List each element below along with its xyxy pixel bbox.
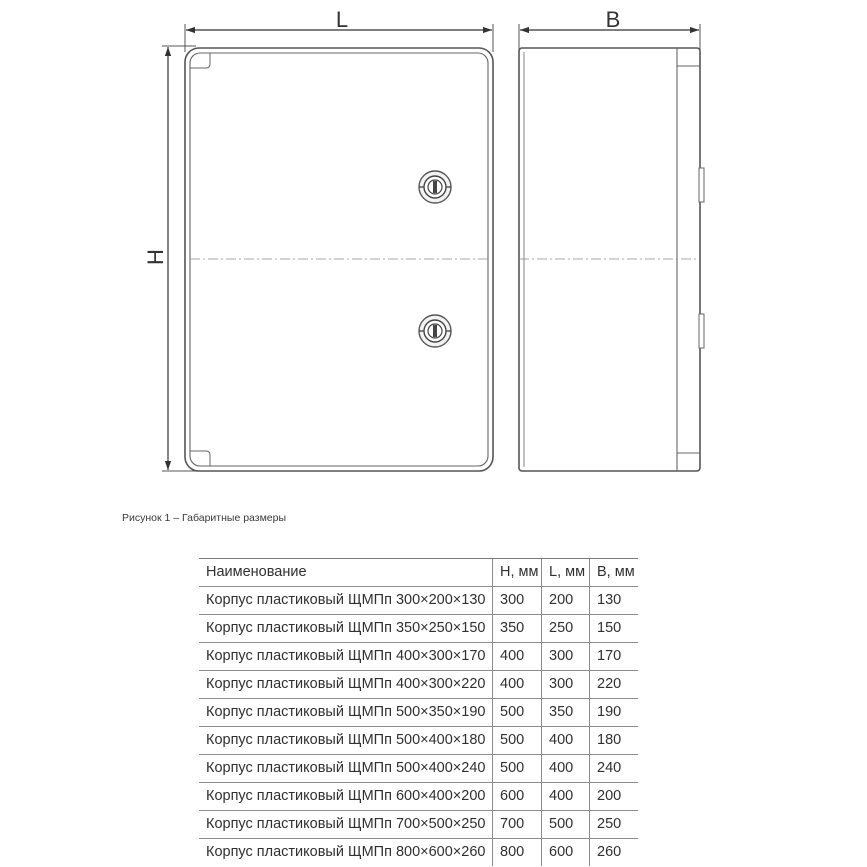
table-row	[199, 783, 638, 811]
cell-name: Корпус пластиковый ЩМПп 700×500×250	[199, 811, 493, 839]
cell-h: 300	[493, 587, 542, 615]
cell-l: 600	[542, 839, 590, 867]
hinge	[699, 314, 704, 348]
cell-h: 350	[493, 615, 542, 643]
cell-l: 400	[542, 727, 590, 755]
cell-name: Корпус пластиковый ЩМПп 400×300×170	[199, 643, 493, 671]
side-view	[519, 7, 704, 471]
cell-h: 500	[493, 727, 542, 755]
cell-h: 400	[493, 643, 542, 671]
cell-b: 180	[590, 727, 639, 755]
height-dimension-label: H	[143, 249, 168, 265]
cell-name: Корпус пластиковый ЩМПп 350×250×150	[199, 615, 493, 643]
dimensions-table-body	[199, 559, 638, 867]
figure-caption: Рисунок 1 – Габаритные размеры	[122, 512, 287, 524]
table-row	[199, 727, 638, 755]
cell-h: 700	[493, 811, 542, 839]
width-dimension-label: L	[335, 7, 349, 32]
table-row	[199, 643, 638, 671]
cell-l: 300	[542, 671, 590, 699]
lock-icon	[419, 171, 451, 203]
header-l: L, мм	[542, 559, 590, 587]
cell-l: 350	[542, 699, 590, 727]
lock-icon	[419, 315, 451, 347]
cell-name: Корпус пластиковый ЩМПп 300×200×130	[199, 587, 493, 615]
cell-b: 220	[590, 671, 639, 699]
cell-h: 600	[493, 783, 542, 811]
cell-b: 130	[590, 587, 639, 615]
cell-l: 500	[542, 811, 590, 839]
cell-b: 150	[590, 615, 639, 643]
table-row	[199, 615, 638, 643]
cell-name: Корпус пластиковый ЩМПп 800×600×260	[199, 839, 493, 867]
table-row	[199, 811, 638, 839]
front-view	[143, 7, 493, 471]
enclosure-front-outline	[185, 48, 493, 471]
enclosure-side-outline	[519, 48, 700, 471]
header-b: B, мм	[590, 559, 639, 587]
cell-b: 200	[590, 783, 639, 811]
cell-l: 400	[542, 755, 590, 783]
cell-b: 170	[590, 643, 639, 671]
cell-l: 300	[542, 643, 590, 671]
header-h: H, мм	[493, 559, 542, 587]
cell-h: 500	[493, 699, 542, 727]
cell-h: 500	[493, 755, 542, 783]
cell-name: Корпус пластиковый ЩМПп 400×300×220	[199, 671, 493, 699]
cell-b: 190	[590, 699, 639, 727]
table-row	[199, 699, 638, 727]
table-row	[199, 839, 638, 867]
header-name: Наименование	[199, 559, 493, 587]
cell-name: Корпус пластиковый ЩМПп 600×400×200	[199, 783, 493, 811]
cell-b: 240	[590, 755, 639, 783]
table-header-row	[199, 559, 638, 587]
cell-name: Корпус пластиковый ЩМПп 500×400×180	[199, 727, 493, 755]
depth-dimension-label: B	[605, 7, 621, 32]
cell-name: Корпус пластиковый ЩМПп 500×400×240	[199, 755, 493, 783]
table-row	[199, 755, 638, 783]
hinge	[699, 168, 704, 202]
cell-b: 260	[590, 839, 639, 867]
table-row	[199, 671, 638, 699]
cell-l: 200	[542, 587, 590, 615]
cell-name: Корпус пластиковый ЩМПп 500×350×190	[199, 699, 493, 727]
cell-h: 400	[493, 671, 542, 699]
cell-l: 400	[542, 783, 590, 811]
cell-l: 250	[542, 615, 590, 643]
cell-h: 800	[493, 839, 542, 867]
table-row	[199, 587, 638, 615]
dimensions-table	[199, 558, 638, 866]
cell-b: 250	[590, 811, 639, 839]
